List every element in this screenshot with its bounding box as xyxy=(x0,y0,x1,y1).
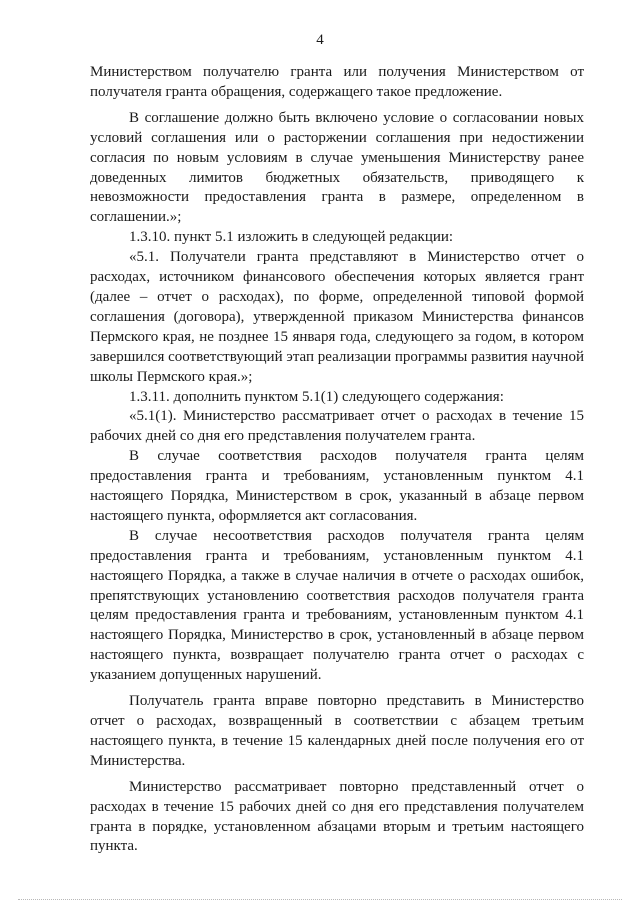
paragraph-item-1-3-11: 1.3.11. дополнить пунктом 5.1(1) следующего содержания: xyxy=(129,388,504,405)
scan-edge-divider xyxy=(18,899,622,900)
paragraph-noncompliance-case: В случае несоответствия расходов получателя гранта целям предоставления гранта и требованиям, установленным пунктом 4.1 настоящего Порядка, а также в случае наличия в отчете о расходах ошибок, препятствующих установлению соответствия расходов получателя гранта целям предоставления гранта и требованиям, установленным пунктом 4.1 настоящего Порядка, Министерство в срок, установленный в абзаце первом настоящего пункта, возвращает получателю гранта отчет о расходах с указанием допущенных нарушений. xyxy=(90,527,584,684)
paragraph-review-resubmitted: Министерство рассматривает повторно представленный отчет о расходах в течение 15 рабочих дней со дня его представления получателем гранта в порядке, установленном абзацами вторым и третьим настоящего пункта. xyxy=(90,778,584,855)
paragraph-continuation: Министерством получателю гранта или получения Министерством от получателя гранта обращения, содержащего такое предложение. xyxy=(90,64,584,100)
paragraph-compliance-case: В случае соответствия расходов получателя гранта целям предоставления гранта и требованиям, установленным пунктом 4.1 настоящего Порядка, Министерством в срок, указанный в абзаце первом настоящего пункта, оформляется акт согласования. xyxy=(90,448,584,524)
paragraph-clause-5-1: «5.1. Получатели гранта представляют в Министерство отчет о расходах, источником финансового обеспечения которых является грант (далее – отчет о расходах), по форме, определенной типовой формой соглашения (договора), утвержденной приказом Министерства финансов Пермского края, не позднее 15 января года, следующего за годом, в котором завершился соответствующий этап реализации программы развития научной школы Пермского края.»; xyxy=(90,249,584,385)
paragraph-clause-5-1-1: «5.1(1). Министерство рассматривает отчет о расходах в течение 15 рабочих дней со дня его представления получателем гранта. xyxy=(90,408,584,445)
paragraph-agreement-condition: В соглашение должно быть включено условие о согласовании новых условий соглашения или о расторжении соглашения при недостижении согласия по новым условиям в случае уменьшения Министерству ранее доведенных лимитов бюджетных обязательств, приводящего к невозможности предоставления гранта в размере, определенном в соглашении.»; xyxy=(90,109,584,226)
page-number: 4 xyxy=(316,32,324,48)
document-body xyxy=(90,63,584,857)
paragraph-item-1-3-10: 1.3.10. пункт 5.1 изложить в следующей редакции: xyxy=(129,229,454,246)
paragraph-resubmission: Получатель гранта вправе повторно представить в Министерство отчет о расходах, возвращенный в соответствии с абзацем третьим настоящего пункта, в течение 15 календарных дней после получения его от Министерства. xyxy=(90,693,584,769)
